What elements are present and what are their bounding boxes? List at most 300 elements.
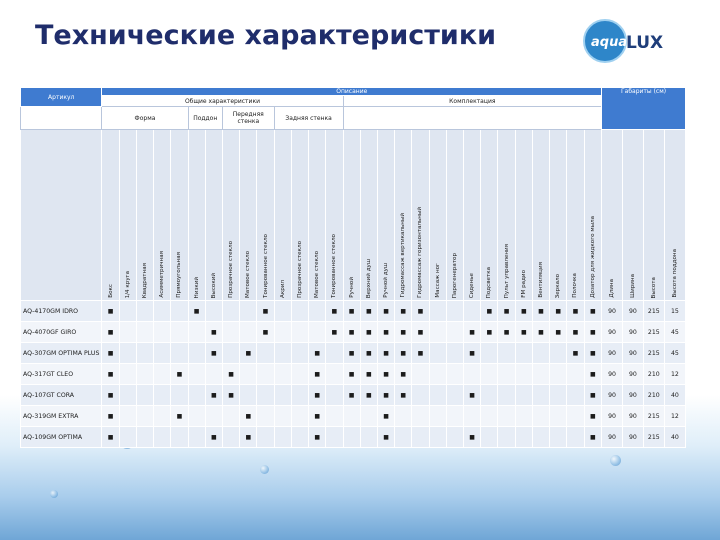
feature-mark: ■ <box>360 343 377 364</box>
feature-empty <box>515 385 532 406</box>
feature-empty <box>515 364 532 385</box>
header-equipment-spacer <box>343 107 602 130</box>
feature-mark: ■ <box>464 343 481 364</box>
aqualux-logo <box>583 18 687 64</box>
feature-empty <box>515 427 532 448</box>
dimension-cell: 215 <box>643 322 664 343</box>
feature-empty <box>274 322 291 343</box>
column-header <box>464 130 481 301</box>
header-description: Описание <box>102 88 602 96</box>
feature-mark: ■ <box>188 301 205 322</box>
header-article: Артикул <box>21 88 102 107</box>
water-drop <box>260 465 269 474</box>
feature-empty <box>309 322 326 343</box>
feature-empty <box>188 322 205 343</box>
feature-empty <box>205 406 222 427</box>
feature-mark: ■ <box>377 343 394 364</box>
column-header <box>429 130 446 301</box>
feature-mark: ■ <box>240 343 257 364</box>
feature-mark: ■ <box>309 343 326 364</box>
column-header-label: Ширина <box>629 274 636 298</box>
dimension-cell: 215 <box>643 427 664 448</box>
column-header-label: Прозрачное стекло <box>296 241 303 298</box>
feature-mark: ■ <box>412 343 429 364</box>
feature-mark: ■ <box>377 406 394 427</box>
feature-mark: ■ <box>257 322 274 343</box>
feature-empty <box>154 364 171 385</box>
feature-empty <box>498 385 515 406</box>
column-header-label: Квадратная <box>141 262 148 298</box>
feature-mark: ■ <box>343 385 360 406</box>
column-header <box>550 130 567 301</box>
feature-empty <box>205 364 222 385</box>
feature-empty <box>171 301 188 322</box>
feature-mark: ■ <box>309 364 326 385</box>
table-row <box>21 427 686 448</box>
article-cell: AQ-4070GF GIRO <box>21 322 102 343</box>
feature-empty <box>274 385 291 406</box>
feature-empty <box>326 364 343 385</box>
column-header-label: Тонированное стекло <box>262 234 269 298</box>
column-header-label: Бокс <box>107 284 114 298</box>
feature-empty <box>136 343 153 364</box>
column-header <box>205 130 222 301</box>
feature-empty <box>481 343 498 364</box>
column-header <box>664 130 685 301</box>
feature-empty <box>567 364 584 385</box>
column-header-label: Высота поддона <box>671 249 678 298</box>
feature-empty <box>222 343 239 364</box>
feature-mark: ■ <box>584 364 602 385</box>
feature-empty <box>395 427 412 448</box>
article-cell: AQ-109GM OPTIMA <box>21 427 102 448</box>
feature-empty <box>550 385 567 406</box>
column-header-label: FM радио <box>520 270 527 298</box>
feature-empty <box>498 343 515 364</box>
column-header <box>643 130 664 301</box>
column-header-label: Парогенератор <box>451 252 458 298</box>
feature-empty <box>326 406 343 427</box>
dimension-cell: 90 <box>602 301 623 322</box>
feature-mark: ■ <box>102 364 119 385</box>
feature-mark: ■ <box>377 301 394 322</box>
feature-empty <box>119 322 136 343</box>
column-header <box>136 130 153 301</box>
feature-empty <box>188 406 205 427</box>
feature-mark: ■ <box>343 364 360 385</box>
dimension-cell: 12 <box>664 364 685 385</box>
feature-mark: ■ <box>567 322 584 343</box>
column-header-label: 1/4 круга <box>124 270 131 298</box>
feature-empty <box>274 343 291 364</box>
feature-mark: ■ <box>240 427 257 448</box>
feature-mark: ■ <box>343 343 360 364</box>
feature-empty <box>532 385 549 406</box>
dimension-cell: 90 <box>602 427 623 448</box>
feature-mark: ■ <box>567 343 584 364</box>
feature-mark: ■ <box>377 385 394 406</box>
feature-empty <box>136 322 153 343</box>
feature-mark: ■ <box>326 301 343 322</box>
feature-empty <box>205 301 222 322</box>
feature-empty <box>119 385 136 406</box>
feature-mark: ■ <box>222 364 239 385</box>
column-header <box>257 130 274 301</box>
dimension-cell: 40 <box>664 427 685 448</box>
feature-empty <box>567 385 584 406</box>
feature-empty <box>360 427 377 448</box>
dimension-cell: 90 <box>602 364 623 385</box>
feature-empty <box>481 364 498 385</box>
column-header <box>360 130 377 301</box>
feature-empty <box>550 343 567 364</box>
article-cell: AQ-307GM OPTIMA PLUS <box>21 343 102 364</box>
dimension-cell: 12 <box>664 406 685 427</box>
feature-empty <box>446 385 463 406</box>
feature-mark: ■ <box>102 301 119 322</box>
dimension-cell: 210 <box>643 385 664 406</box>
feature-empty <box>532 406 549 427</box>
column-header-label: Пульт управления <box>503 243 510 298</box>
feature-mark: ■ <box>550 301 567 322</box>
table-row <box>21 301 686 322</box>
feature-empty <box>550 364 567 385</box>
feature-empty <box>567 427 584 448</box>
column-header-label: Длина <box>609 279 616 298</box>
feature-mark: ■ <box>567 301 584 322</box>
feature-empty <box>240 385 257 406</box>
dimension-cell: 90 <box>623 406 644 427</box>
feature-empty <box>515 343 532 364</box>
feature-mark: ■ <box>309 406 326 427</box>
feature-mark: ■ <box>532 322 549 343</box>
feature-empty <box>446 343 463 364</box>
column-header <box>154 130 171 301</box>
column-header <box>102 130 119 301</box>
feature-empty <box>222 301 239 322</box>
dimension-cell: 45 <box>664 343 685 364</box>
feature-empty <box>136 385 153 406</box>
feature-mark: ■ <box>395 322 412 343</box>
feature-empty <box>154 406 171 427</box>
feature-empty <box>291 343 308 364</box>
specs-table-container <box>20 87 686 448</box>
column-header-label: Сиденье <box>469 272 476 298</box>
column-header-label: Полочка <box>572 273 579 298</box>
column-header-label: Акрил <box>279 280 286 298</box>
feature-empty <box>240 322 257 343</box>
feature-empty <box>446 364 463 385</box>
feature-mark: ■ <box>550 322 567 343</box>
feature-empty <box>498 406 515 427</box>
column-header-label: Подсветка <box>486 266 493 298</box>
feature-mark: ■ <box>102 406 119 427</box>
dimension-cell: 215 <box>643 343 664 364</box>
feature-mark: ■ <box>395 301 412 322</box>
feature-empty <box>188 385 205 406</box>
column-header-label: Ручной <box>348 277 355 298</box>
water-drop <box>50 490 58 498</box>
feature-empty <box>119 427 136 448</box>
column-header-label: Верхний душ <box>365 258 372 298</box>
column-header-label: Массаж ног <box>434 263 441 298</box>
column-header <box>222 130 239 301</box>
feature-mark: ■ <box>481 301 498 322</box>
svg-text:aqua: aqua <box>591 35 628 50</box>
dimension-cell: 90 <box>602 406 623 427</box>
table-row <box>21 385 686 406</box>
feature-empty <box>309 301 326 322</box>
dimension-cell: 90 <box>623 301 644 322</box>
feature-empty <box>567 406 584 427</box>
feature-empty <box>136 301 153 322</box>
dimension-cell: 215 <box>643 406 664 427</box>
feature-empty <box>291 385 308 406</box>
feature-empty <box>171 322 188 343</box>
feature-empty <box>464 406 481 427</box>
dimension-cell: 215 <box>643 301 664 322</box>
header-front-wall: Передняя стенка <box>222 107 274 130</box>
feature-empty <box>274 406 291 427</box>
feature-empty <box>343 427 360 448</box>
feature-empty <box>515 406 532 427</box>
header-tray: Поддон <box>188 107 222 130</box>
feature-empty <box>532 427 549 448</box>
feature-mark: ■ <box>532 301 549 322</box>
feature-empty <box>240 364 257 385</box>
feature-empty <box>291 406 308 427</box>
feature-mark: ■ <box>205 427 222 448</box>
feature-empty <box>412 427 429 448</box>
dimension-cell: 90 <box>602 322 623 343</box>
feature-empty <box>154 427 171 448</box>
feature-empty <box>464 301 481 322</box>
feature-empty <box>222 406 239 427</box>
feature-mark: ■ <box>343 301 360 322</box>
feature-empty <box>119 301 136 322</box>
feature-empty <box>257 406 274 427</box>
dimension-cell: 15 <box>664 301 685 322</box>
column-header-label: Высокий <box>210 272 217 298</box>
column-header <box>240 130 257 301</box>
feature-empty <box>550 427 567 448</box>
feature-mark: ■ <box>309 385 326 406</box>
dimension-cell: 90 <box>602 385 623 406</box>
feature-empty <box>257 427 274 448</box>
dimension-cell: 90 <box>623 364 644 385</box>
feature-mark: ■ <box>360 364 377 385</box>
header-back-wall: Задняя стенка <box>274 107 343 130</box>
feature-empty <box>188 343 205 364</box>
dimension-cell: 90 <box>623 343 644 364</box>
article-cell: AQ-317GT CLEO <box>21 364 102 385</box>
feature-empty <box>257 364 274 385</box>
dimension-cell: 90 <box>602 343 623 364</box>
feature-mark: ■ <box>309 427 326 448</box>
column-header-label: Зеркало <box>555 273 562 298</box>
feature-empty <box>222 427 239 448</box>
column-header-label: Прямоугольная <box>176 252 183 298</box>
feature-mark: ■ <box>102 322 119 343</box>
feature-empty <box>446 322 463 343</box>
feature-mark: ■ <box>377 322 394 343</box>
feature-mark: ■ <box>360 385 377 406</box>
feature-mark: ■ <box>343 322 360 343</box>
table-row <box>21 406 686 427</box>
feature-empty <box>257 385 274 406</box>
feature-empty <box>429 385 446 406</box>
feature-empty <box>154 301 171 322</box>
feature-empty <box>550 406 567 427</box>
feature-empty <box>136 406 153 427</box>
column-header-label: Тонированное стекло <box>331 234 338 298</box>
header-spacer <box>21 107 102 130</box>
feature-empty <box>119 343 136 364</box>
feature-mark: ■ <box>481 322 498 343</box>
column-header <box>274 130 291 301</box>
feature-empty <box>171 427 188 448</box>
column-header <box>623 130 644 301</box>
column-header <box>377 130 394 301</box>
feature-empty <box>326 427 343 448</box>
feature-mark: ■ <box>464 427 481 448</box>
feature-mark: ■ <box>102 385 119 406</box>
feature-mark: ■ <box>515 322 532 343</box>
article-cell: AQ-4170GM IDRO <box>21 301 102 322</box>
feature-empty <box>240 301 257 322</box>
column-header-label: Вентиляция <box>538 262 545 298</box>
feature-empty <box>481 385 498 406</box>
feature-mark: ■ <box>222 385 239 406</box>
column-header-label: Асимметричная <box>159 251 166 298</box>
feature-mark: ■ <box>205 322 222 343</box>
feature-empty <box>343 406 360 427</box>
column-header <box>291 130 308 301</box>
feature-empty <box>446 406 463 427</box>
feature-mark: ■ <box>102 427 119 448</box>
feature-empty <box>326 343 343 364</box>
specs-table <box>20 87 686 448</box>
column-header-label: Гидромассаж вертикальный <box>400 213 407 298</box>
feature-empty <box>481 406 498 427</box>
feature-mark: ■ <box>377 364 394 385</box>
feature-mark: ■ <box>240 406 257 427</box>
column-header <box>446 130 463 301</box>
column-header <box>309 130 326 301</box>
article-cell: AQ-107GT CORA <box>21 385 102 406</box>
feature-empty <box>171 385 188 406</box>
feature-empty <box>412 364 429 385</box>
column-header <box>188 130 205 301</box>
column-header <box>481 130 498 301</box>
dimension-cell: 90 <box>623 385 644 406</box>
feature-mark: ■ <box>257 301 274 322</box>
table-row <box>21 343 686 364</box>
column-header <box>498 130 515 301</box>
dimension-cell: 45 <box>664 322 685 343</box>
feature-empty <box>154 322 171 343</box>
feature-empty <box>446 427 463 448</box>
feature-mark: ■ <box>584 406 602 427</box>
column-header <box>532 130 549 301</box>
feature-empty <box>291 301 308 322</box>
feature-empty <box>291 364 308 385</box>
feature-empty <box>412 385 429 406</box>
feature-mark: ■ <box>102 343 119 364</box>
feature-empty <box>532 343 549 364</box>
feature-empty <box>481 427 498 448</box>
column-header-label: Высота <box>650 276 657 298</box>
feature-mark: ■ <box>584 301 602 322</box>
feature-empty <box>119 406 136 427</box>
feature-empty <box>429 301 446 322</box>
column-header-label: Прозрачное стекло <box>228 241 235 298</box>
column-header-label: Ручной душ <box>383 263 390 298</box>
column-header-label: Низкий <box>193 276 200 298</box>
column-header <box>515 130 532 301</box>
column-header <box>584 130 602 301</box>
water-drop <box>610 455 621 466</box>
feature-empty <box>395 406 412 427</box>
feature-empty <box>429 322 446 343</box>
feature-mark: ■ <box>584 343 602 364</box>
feature-empty <box>291 427 308 448</box>
feature-empty <box>274 364 291 385</box>
header-general: Общие характеристики <box>102 96 343 107</box>
column-header <box>602 130 623 301</box>
column-header <box>567 130 584 301</box>
column-header-label: Дозатор для жидкого мыла <box>589 216 596 298</box>
feature-empty <box>171 343 188 364</box>
feature-mark: ■ <box>464 385 481 406</box>
column-header-label: Матовое стекло <box>245 250 252 298</box>
feature-empty <box>498 364 515 385</box>
feature-empty <box>154 385 171 406</box>
feature-empty <box>291 322 308 343</box>
header-shape: Форма <box>102 107 188 130</box>
feature-empty <box>498 427 515 448</box>
feature-empty <box>360 406 377 427</box>
feature-mark: ■ <box>498 322 515 343</box>
feature-empty <box>532 364 549 385</box>
feature-mark: ■ <box>584 322 602 343</box>
page-title: Технические характеристики <box>35 20 497 51</box>
feature-empty <box>222 322 239 343</box>
column-header-label: Гидромассаж горизонтальный <box>417 207 424 298</box>
feature-empty <box>326 385 343 406</box>
feature-mark: ■ <box>360 322 377 343</box>
dimension-cell: 90 <box>623 427 644 448</box>
feature-empty <box>429 364 446 385</box>
feature-mark: ■ <box>584 427 602 448</box>
feature-mark: ■ <box>360 301 377 322</box>
feature-mark: ■ <box>412 322 429 343</box>
table-row <box>21 322 686 343</box>
feature-empty <box>274 301 291 322</box>
feature-empty <box>464 364 481 385</box>
feature-mark: ■ <box>412 301 429 322</box>
feature-mark: ■ <box>171 364 188 385</box>
dimension-cell: 210 <box>643 364 664 385</box>
feature-empty <box>446 301 463 322</box>
column-header-label: Матовое стекло <box>314 250 321 298</box>
feature-mark: ■ <box>464 322 481 343</box>
column-header <box>395 130 412 301</box>
column-header <box>343 130 360 301</box>
table-row <box>21 364 686 385</box>
feature-empty <box>274 427 291 448</box>
header-dimensions: Габариты (см) <box>602 88 686 130</box>
